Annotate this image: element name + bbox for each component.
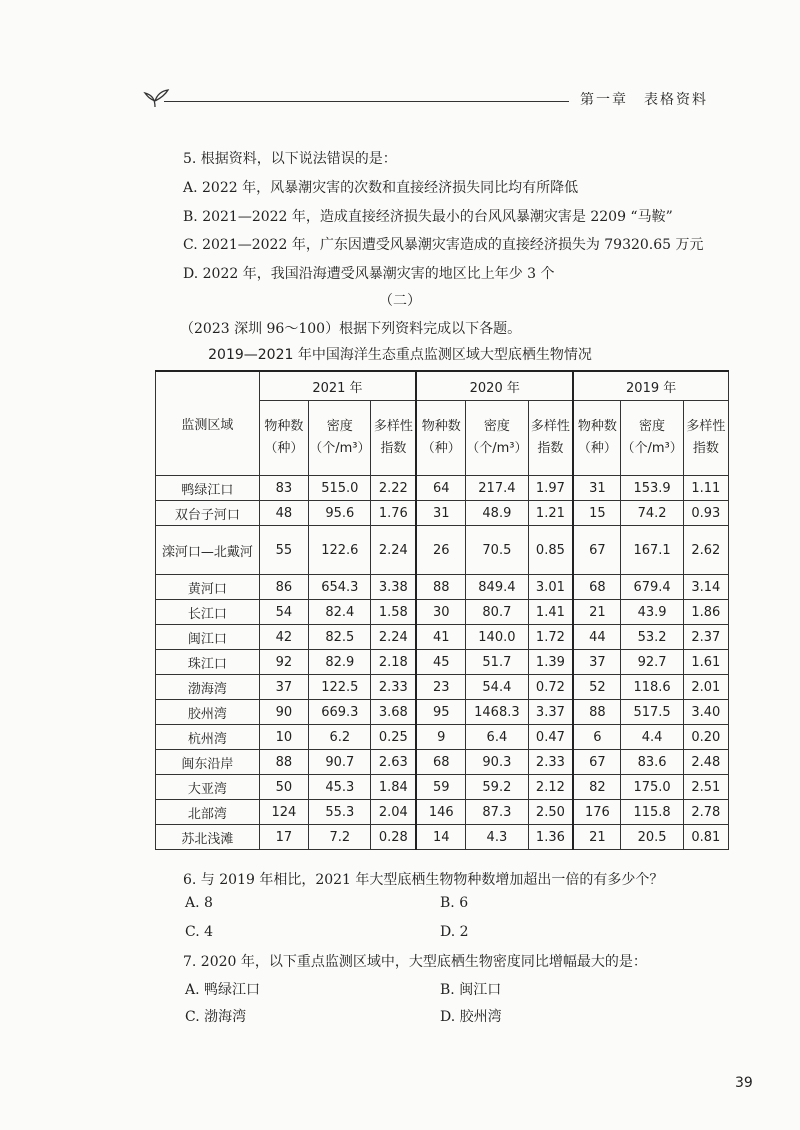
value-cell: 3.38 bbox=[371, 575, 416, 600]
value-cell: 167.1 bbox=[621, 526, 683, 575]
value-cell: 2.78 bbox=[683, 800, 728, 825]
value-cell: 31 bbox=[416, 501, 466, 526]
value-cell: 1.97 bbox=[528, 476, 573, 501]
value-cell: 2.18 bbox=[371, 650, 416, 675]
value-cell: 2.33 bbox=[371, 675, 416, 700]
value-cell: 1.39 bbox=[528, 650, 573, 675]
value-cell: 1.36 bbox=[528, 825, 573, 850]
table-row bbox=[156, 526, 729, 575]
value-cell: 17 bbox=[259, 825, 309, 850]
region-cell: 杭州湾 bbox=[156, 725, 260, 750]
table-row bbox=[156, 600, 729, 625]
section-intro: （2023 深圳 96～100）根据下列资料完成以下各题。 bbox=[180, 321, 522, 337]
value-cell: 95.6 bbox=[309, 501, 371, 526]
value-cell: 9 bbox=[416, 725, 466, 750]
value-cell: 175.0 bbox=[621, 775, 683, 800]
density-header: 密度（个/m³） bbox=[309, 401, 371, 476]
value-cell: 1468.3 bbox=[466, 700, 528, 725]
chapter-header bbox=[140, 85, 730, 115]
value-cell: 2.01 bbox=[683, 675, 728, 700]
value-cell: 1.58 bbox=[371, 600, 416, 625]
value-cell: 82.5 bbox=[309, 625, 371, 650]
value-cell: 2.48 bbox=[683, 750, 728, 775]
value-cell: 88 bbox=[573, 700, 621, 725]
value-cell: 1.61 bbox=[683, 650, 728, 675]
value-cell: 2.62 bbox=[683, 526, 728, 575]
table-row bbox=[156, 800, 729, 825]
table-row bbox=[156, 775, 729, 800]
density-header: 密度（个/m³） bbox=[621, 401, 683, 476]
value-cell: 4.3 bbox=[466, 825, 528, 850]
value-cell: 86 bbox=[259, 575, 309, 600]
q6-option-d: D. 2 bbox=[440, 924, 469, 940]
species-header: 物种数（种） bbox=[259, 401, 309, 476]
value-cell: 217.4 bbox=[466, 476, 528, 501]
diversity-header: 多样性指数 bbox=[371, 401, 416, 476]
region-cell: 闽江口 bbox=[156, 625, 260, 650]
q5-stem: 5. 根据资料，以下说法错误的是： bbox=[183, 151, 397, 167]
value-cell: 2.24 bbox=[371, 625, 416, 650]
value-cell: 90.7 bbox=[309, 750, 371, 775]
sprout-icon bbox=[140, 85, 170, 109]
value-cell: 1.84 bbox=[371, 775, 416, 800]
table-row bbox=[156, 476, 729, 501]
value-cell: 6.4 bbox=[466, 725, 528, 750]
value-cell: 2.24 bbox=[371, 526, 416, 575]
value-cell: 87.3 bbox=[466, 800, 528, 825]
value-cell: 43.9 bbox=[621, 600, 683, 625]
value-cell: 59.2 bbox=[466, 775, 528, 800]
q7-option-a: A. 鸭绿江口 bbox=[185, 982, 261, 998]
value-cell: 122.6 bbox=[309, 526, 371, 575]
region-cell: 苏北浅滩 bbox=[156, 825, 260, 850]
year-header-2020: 2020 年 bbox=[416, 371, 573, 401]
q5-option-b: B. 2021—2022 年，造成直接经济损失最小的台风风暴潮灾害是 2209 “马鞍” bbox=[183, 209, 673, 225]
value-cell: 1.41 bbox=[528, 600, 573, 625]
value-cell: 37 bbox=[259, 675, 309, 700]
value-cell: 88 bbox=[259, 750, 309, 775]
value-cell: 70.5 bbox=[466, 526, 528, 575]
value-cell: 2.33 bbox=[528, 750, 573, 775]
value-cell: 92 bbox=[259, 650, 309, 675]
value-cell: 4.4 bbox=[621, 725, 683, 750]
value-cell: 92.7 bbox=[621, 650, 683, 675]
value-cell: 68 bbox=[416, 750, 466, 775]
value-cell: 74.2 bbox=[621, 501, 683, 526]
value-cell: 0.93 bbox=[683, 501, 728, 526]
value-cell: 83 bbox=[259, 476, 309, 501]
q5-option-d: D. 2022 年，我国沿海遭受风暴潮灾害的地区比上年少 3 个 bbox=[183, 266, 555, 282]
region-cell: 渤海湾 bbox=[156, 675, 260, 700]
diversity-header: 多样性指数 bbox=[683, 401, 728, 476]
value-cell: 124 bbox=[259, 800, 309, 825]
value-cell: 55.3 bbox=[309, 800, 371, 825]
value-cell: 115.8 bbox=[621, 800, 683, 825]
value-cell: 54.4 bbox=[466, 675, 528, 700]
value-cell: 64 bbox=[416, 476, 466, 501]
density-header: 密度（个/m³） bbox=[466, 401, 528, 476]
q7-option-d: D. 胶州湾 bbox=[440, 1009, 502, 1025]
value-cell: 679.4 bbox=[621, 575, 683, 600]
value-cell: 52 bbox=[573, 675, 621, 700]
region-cell: 北部湾 bbox=[156, 800, 260, 825]
value-cell: 3.40 bbox=[683, 700, 728, 725]
value-cell: 1.86 bbox=[683, 600, 728, 625]
value-cell: 90 bbox=[259, 700, 309, 725]
region-cell: 长江口 bbox=[156, 600, 260, 625]
value-cell: 515.0 bbox=[309, 476, 371, 501]
value-cell: 3.14 bbox=[683, 575, 728, 600]
q6-option-a: A. 8 bbox=[185, 895, 213, 911]
q7-option-c: C. 渤海湾 bbox=[185, 1009, 247, 1025]
region-cell: 滦河口—北戴河 bbox=[156, 526, 260, 575]
value-cell: 0.85 bbox=[528, 526, 573, 575]
header-rule bbox=[164, 101, 569, 102]
value-cell: 26 bbox=[416, 526, 466, 575]
value-cell: 1.21 bbox=[528, 501, 573, 526]
value-cell: 1.76 bbox=[371, 501, 416, 526]
region-cell: 大亚湾 bbox=[156, 775, 260, 800]
value-cell: 153.9 bbox=[621, 476, 683, 501]
value-cell: 82 bbox=[573, 775, 621, 800]
value-cell: 15 bbox=[573, 501, 621, 526]
table-row bbox=[156, 750, 729, 775]
region-cell: 珠江口 bbox=[156, 650, 260, 675]
value-cell: 54 bbox=[259, 600, 309, 625]
value-cell: 48 bbox=[259, 501, 309, 526]
value-cell: 42 bbox=[259, 625, 309, 650]
value-cell: 140.0 bbox=[466, 625, 528, 650]
value-cell: 3.68 bbox=[371, 700, 416, 725]
value-cell: 51.7 bbox=[466, 650, 528, 675]
value-cell: 37 bbox=[573, 650, 621, 675]
table-row bbox=[156, 675, 729, 700]
q7-stem: 7. 2020 年，以下重点监测区域中，大型底栖生物密度同比增幅最大的是： bbox=[183, 954, 647, 970]
page-number: 39 bbox=[735, 1075, 753, 1091]
region-header: 监测区域 bbox=[156, 371, 260, 476]
region-cell: 闽东沿岸 bbox=[156, 750, 260, 775]
value-cell: 176 bbox=[573, 800, 621, 825]
region-cell: 黄河口 bbox=[156, 575, 260, 600]
value-cell: 50 bbox=[259, 775, 309, 800]
table-row bbox=[156, 700, 729, 725]
q6-option-c: C. 4 bbox=[185, 924, 214, 940]
value-cell: 2.12 bbox=[528, 775, 573, 800]
value-cell: 2.37 bbox=[683, 625, 728, 650]
value-cell: 30 bbox=[416, 600, 466, 625]
value-cell: 2.04 bbox=[371, 800, 416, 825]
value-cell: 6.2 bbox=[309, 725, 371, 750]
value-cell: 21 bbox=[573, 825, 621, 850]
value-cell: 2.22 bbox=[371, 476, 416, 501]
section-marker: （二） bbox=[379, 293, 421, 309]
value-cell: 41 bbox=[416, 625, 466, 650]
value-cell: 2.63 bbox=[371, 750, 416, 775]
value-cell: 0.72 bbox=[528, 675, 573, 700]
table-row bbox=[156, 501, 729, 526]
region-cell: 胶州湾 bbox=[156, 700, 260, 725]
value-cell: 10 bbox=[259, 725, 309, 750]
region-cell: 双台子河口 bbox=[156, 501, 260, 526]
region-cell: 鸭绿江口 bbox=[156, 476, 260, 501]
value-cell: 14 bbox=[416, 825, 466, 850]
species-header: 物种数（种） bbox=[416, 401, 466, 476]
value-cell: 45.3 bbox=[309, 775, 371, 800]
value-cell: 654.3 bbox=[309, 575, 371, 600]
value-cell: 68 bbox=[573, 575, 621, 600]
table-row bbox=[156, 825, 729, 850]
value-cell: 122.5 bbox=[309, 675, 371, 700]
value-cell: 53.2 bbox=[621, 625, 683, 650]
value-cell: 2.51 bbox=[683, 775, 728, 800]
value-cell: 0.25 bbox=[371, 725, 416, 750]
value-cell: 7.2 bbox=[309, 825, 371, 850]
value-cell: 0.81 bbox=[683, 825, 728, 850]
table-row bbox=[156, 725, 729, 750]
value-cell: 23 bbox=[416, 675, 466, 700]
value-cell: 21 bbox=[573, 600, 621, 625]
value-cell: 118.6 bbox=[621, 675, 683, 700]
value-cell: 55 bbox=[259, 526, 309, 575]
value-cell: 59 bbox=[416, 775, 466, 800]
value-cell: 3.37 bbox=[528, 700, 573, 725]
value-cell: 1.72 bbox=[528, 625, 573, 650]
q6-option-b: B. 6 bbox=[440, 895, 469, 911]
data-table bbox=[155, 370, 729, 850]
value-cell: 20.5 bbox=[621, 825, 683, 850]
diversity-header: 多样性指数 bbox=[528, 401, 573, 476]
value-cell: 517.5 bbox=[621, 700, 683, 725]
table-title: 2019—2021 年中国海洋生态重点监测区域大型底栖生物情况 bbox=[208, 347, 592, 363]
year-header-2021: 2021 年 bbox=[259, 371, 416, 401]
q5-option-c: C. 2021—2022 年，广东因遭受风暴潮灾害造成的直接经济损失为 79320.65 万元 bbox=[183, 237, 704, 253]
value-cell: 82.4 bbox=[309, 600, 371, 625]
value-cell: 44 bbox=[573, 625, 621, 650]
year-header-2019: 2019 年 bbox=[573, 371, 728, 401]
value-cell: 6 bbox=[573, 725, 621, 750]
value-cell: 80.7 bbox=[466, 600, 528, 625]
value-cell: 0.28 bbox=[371, 825, 416, 850]
value-cell: 2.50 bbox=[528, 800, 573, 825]
value-cell: 3.01 bbox=[528, 575, 573, 600]
table-row bbox=[156, 650, 729, 675]
value-cell: 31 bbox=[573, 476, 621, 501]
value-cell: 88 bbox=[416, 575, 466, 600]
chapter-title: 第一章 表格资料 bbox=[580, 92, 708, 108]
value-cell: 0.47 bbox=[528, 725, 573, 750]
value-cell: 669.3 bbox=[309, 700, 371, 725]
q5-option-a: A. 2022 年，风暴潮灾害的次数和直接经济损失同比均有所降低 bbox=[183, 180, 579, 196]
value-cell: 82.9 bbox=[309, 650, 371, 675]
value-cell: 48.9 bbox=[466, 501, 528, 526]
q7-option-b: B. 闽江口 bbox=[440, 982, 502, 998]
value-cell: 67 bbox=[573, 526, 621, 575]
value-cell: 146 bbox=[416, 800, 466, 825]
value-cell: 90.3 bbox=[466, 750, 528, 775]
table-row bbox=[156, 625, 729, 650]
table-row bbox=[156, 575, 729, 600]
value-cell: 67 bbox=[573, 750, 621, 775]
value-cell: 0.20 bbox=[683, 725, 728, 750]
value-cell: 1.11 bbox=[683, 476, 728, 501]
species-header: 物种数（种） bbox=[573, 401, 621, 476]
q6-stem: 6. 与 2019 年相比，2021 年大型底栖生物物种数增加超出一倍的有多少个？ bbox=[183, 872, 664, 888]
value-cell: 849.4 bbox=[466, 575, 528, 600]
value-cell: 83.6 bbox=[621, 750, 683, 775]
value-cell: 95 bbox=[416, 700, 466, 725]
value-cell: 45 bbox=[416, 650, 466, 675]
